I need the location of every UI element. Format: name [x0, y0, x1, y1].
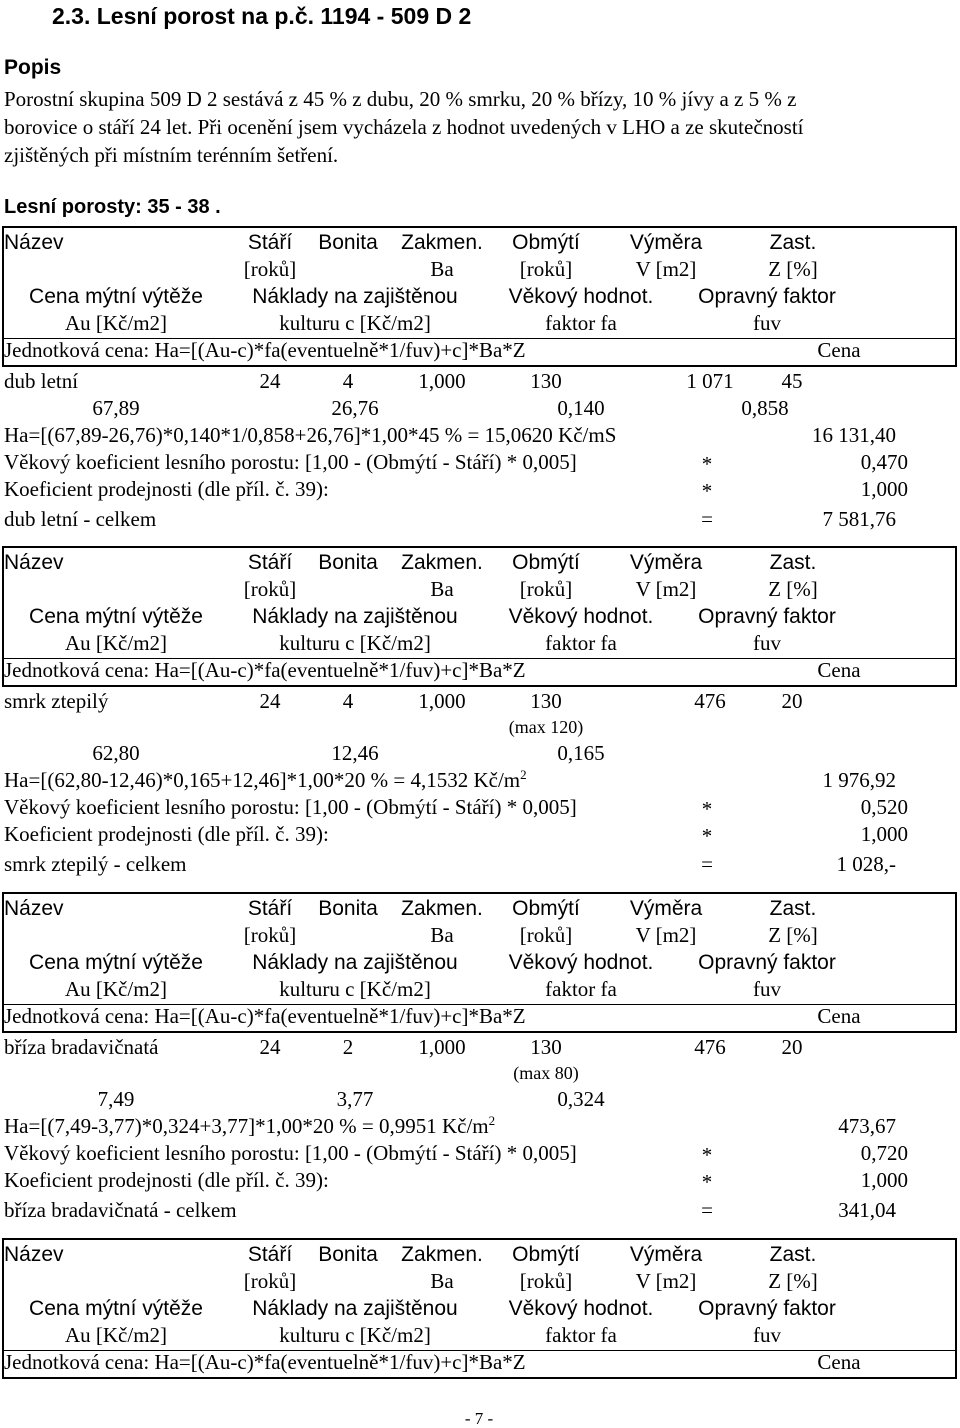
block4-hdr-obmyti-unit: [roků] — [519, 1269, 573, 1293]
block1-hdr-opravny: Opravný faktor — [698, 285, 836, 308]
block4-hdr-obmyti: Obmýtí — [512, 1243, 580, 1266]
block2-hdr-naklady: Náklady na zajištěnou — [252, 605, 458, 628]
block3-bonita: 2 — [342, 1035, 354, 1059]
block3-hdr-cena-mytni-unit: Au [Kč/m2] — [64, 977, 168, 1001]
block1-zast: 45 — [781, 369, 803, 393]
block4-hdr-vymera: Výměra — [629, 1243, 703, 1266]
block1-formula-text: Ha=[(67,89-26,76)*0,140*1/0,858+26,76]*1,00*45 % = 15,0620 Kč/mS — [4, 423, 617, 447]
block1-hdr-stari-unit: [roků] — [243, 257, 297, 281]
block2-hdr-vymera: Výměra — [629, 551, 703, 574]
block2-hdr-zakmen: Zakmen. — [401, 551, 483, 574]
block4-hdr-vymera-unit: V [m2] — [635, 1269, 697, 1293]
lesni-porosty: Lesní porosty: 35 - 38 . — [4, 196, 221, 218]
block2-zakmen: 1,000 — [418, 689, 466, 713]
block2-hdr-nazev: Název — [4, 551, 64, 574]
block3-total-label: bříza bradavičnatá - celkem — [4, 1198, 237, 1222]
block4-hdr-stari: Stáří — [247, 1243, 293, 1266]
block2-total-label: smrk ztepilý - celkem — [4, 852, 187, 876]
block3-zakmen: 1,000 — [418, 1035, 466, 1059]
block4-hdr-naklady-unit: kulturu c [Kč/m2] — [279, 1323, 431, 1347]
block3-hdr-zast: Zast. — [769, 897, 817, 920]
block3-hdr-opravny: Opravný faktor — [698, 951, 836, 974]
block3-prod-val: 1,000 — [860, 1168, 908, 1192]
block3-hdr-vekovy-unit: faktor fa — [545, 977, 617, 1001]
block4-hdr-cena-mytni: Cena mýtní výtěže — [29, 1297, 203, 1320]
block2-hdr-bonita: Bonita — [318, 551, 378, 574]
block1-hdr-cena-mytni: Cena mýtní výtěže — [29, 285, 203, 308]
block2-cena: 1 976,92 — [822, 768, 896, 792]
block4-hdr-nazev: Název — [4, 1243, 64, 1266]
block2-formula-sup: 2 — [520, 767, 527, 782]
block3-hdr-vekovy: Věkový hodnot. — [508, 951, 654, 974]
block2-species-name: smrk ztepilý — [4, 689, 109, 713]
block4-hdr-vekovy: Věkový hodnot. — [508, 1297, 654, 1320]
block4-hdr-zast-unit: Z [%] — [768, 1269, 818, 1293]
block2-au: 62,80 — [92, 741, 140, 765]
block3-hdr-jednotkova: Jednotková cena: Ha=[(Au-c)*fa(eventuelně*1/fuv)+c]*Ba*Z — [4, 1004, 526, 1028]
block2-hdr-cena-mytni-unit: Au [Kč/m2] — [64, 631, 168, 655]
popis-line-1: Porostní skupina 509 D 2 sestává z 45 % z dubu, 20 % smrku, 20 % břízy, 10 % jívy a z 5 % z — [4, 87, 797, 111]
block1-hdr-naklady: Náklady na zajištěnou — [252, 285, 458, 308]
block2-hdr-zast-unit: Z [%] — [768, 577, 818, 601]
block1-total-op: = — [701, 507, 713, 531]
block2-prod-val: 1,000 — [860, 822, 908, 846]
popis-title: Popis — [4, 56, 62, 79]
block1-species-name: dub letní — [4, 369, 79, 393]
block2-hdr-stari-unit: [roků] — [243, 577, 297, 601]
block4-hdr-vekovy-unit: faktor fa — [545, 1323, 617, 1347]
block1-total-val: 7 581,76 — [822, 507, 896, 531]
block3-hdr-naklady: Náklady na zajištěnou — [252, 951, 458, 974]
block3-hdr-zast-unit: Z [%] — [768, 923, 818, 947]
block2-total-op: = — [701, 852, 713, 876]
block1-zakmen: 1,000 — [418, 369, 466, 393]
block2-total-val: 1 028,- — [836, 852, 896, 876]
block4-hdr-jednotkova: Jednotková cena: Ha=[(Au-c)*fa(eventuelně*1/fuv)+c]*Ba*Z — [4, 1350, 526, 1374]
popis-line-2: borovice o stáří 24 let. Při ocenění jsem vycházela z hodnot uvedených v LHO a ze skutečností — [4, 115, 804, 139]
block3-hdr-zakmen: Zakmen. — [401, 897, 483, 920]
block3-hdr-bonita-unit: Ba — [430, 923, 454, 947]
block1-hdr-naklady-unit: kulturu c [Kč/m2] — [279, 311, 431, 335]
block1-bonita: 4 — [342, 369, 354, 393]
block2-hdr-obmyti: Obmýtí — [512, 551, 580, 574]
block3-au: 7,49 — [97, 1087, 135, 1111]
block2-hdr-vekovy-unit: faktor fa — [545, 631, 617, 655]
block1-hdr-jednotkova: Jednotková cena: Ha=[(Au-c)*fa(eventuelně*1/fuv)+c]*Ba*Z — [4, 338, 526, 362]
block2-prod-op: * — [701, 824, 713, 848]
block3-species-name: bříza bradavičnatá — [4, 1035, 159, 1059]
block2-vymera: 476 — [694, 689, 726, 713]
block1-total-label: dub letní - celkem — [4, 507, 157, 531]
block3-zast: 20 — [781, 1035, 803, 1059]
block4-hdr-stari-unit: [roků] — [243, 1269, 297, 1293]
block2-hdr-opravny-unit: fuv — [753, 631, 781, 655]
block4-hdr-bonita: Bonita — [318, 1243, 378, 1266]
block3-fa: 0,324 — [557, 1087, 605, 1111]
block2-c: 12,46 — [331, 741, 379, 765]
block1-hdr-zast-unit: Z [%] — [768, 257, 818, 281]
block2-hdr-vekovy: Věkový hodnot. — [508, 605, 654, 628]
block4-hdr-cena-mytni-unit: Au [Kč/m2] — [64, 1323, 168, 1347]
block2-hdr-cena: Cena — [817, 658, 861, 682]
block4-hdr-opravny: Opravný faktor — [698, 1297, 836, 1320]
block2-formula-text: Ha=[(62,80-12,46)*0,165+12,46]*1,00*20 % = 4,1532 Kč/m — [4, 768, 521, 792]
block1-hdr-cena-mytni-unit: Au [Kč/m2] — [64, 311, 168, 335]
block1-stari: 24 — [259, 369, 281, 393]
block1-vek-op: * — [701, 452, 713, 476]
block3-prod-op: * — [701, 1170, 713, 1194]
block3-vek-label: Věkový koeficient lesního porostu: [1,00 - (Obmýtí - Stáří) * 0,005] — [4, 1141, 577, 1165]
block2-hdr-cena-mytni: Cena mýtní výtěže — [29, 605, 203, 628]
block2-vek-label: Věkový koeficient lesního porostu: [1,00 - (Obmýtí - Stáří) * 0,005] — [4, 795, 577, 819]
block1-hdr-zakmen: Zakmen. — [401, 231, 483, 254]
block1-vymera: 1 071 — [686, 369, 734, 393]
block1-fuv: 0,858 — [741, 396, 789, 420]
block2-obmyti: 130 — [530, 689, 562, 713]
block3-hdr-cena-mytni: Cena mýtní výtěže — [29, 951, 203, 974]
block1-hdr-bonita: Bonita — [318, 231, 378, 254]
block4-hdr-bonita-unit: Ba — [430, 1269, 454, 1293]
block1-hdr-bonita-unit: Ba — [430, 257, 454, 281]
block1-prod-op: * — [701, 479, 713, 503]
block1-vek-val: 0,470 — [860, 450, 908, 474]
block2-hdr-naklady-unit: kulturu c [Kč/m2] — [279, 631, 431, 655]
block1-c: 26,76 — [331, 396, 379, 420]
block1-prod-val: 1,000 — [860, 477, 908, 501]
block2-stari: 24 — [259, 689, 281, 713]
block1-fa: 0,140 — [557, 396, 605, 420]
block2-hdr-jednotkova: Jednotková cena: Ha=[(Au-c)*fa(eventuelně*1/fuv)+c]*Ba*Z — [4, 658, 526, 682]
block1-vek-label: Věkový koeficient lesního porostu: [1,00 - (Obmýtí - Stáří) * 0,005] — [4, 450, 577, 474]
block1-hdr-cena: Cena — [817, 338, 861, 362]
block3-obmyti-note: (max 80) — [513, 1063, 579, 1083]
block3-vek-op: * — [701, 1143, 713, 1167]
block1-prod-label: Koeficient prodejnosti (dle příl. č. 39): — [4, 477, 329, 501]
block2-hdr-vymera-unit: V [m2] — [635, 577, 697, 601]
block3-formula — [4, 1113, 496, 1138]
block1-obmyti: 130 — [530, 369, 562, 393]
section-heading: 2.3. Lesní porost na p.č. 1194 - 509 D 2 — [52, 3, 472, 29]
block4-hdr-zakmen: Zakmen. — [401, 1243, 483, 1266]
block2-vek-val: 0,520 — [860, 795, 908, 819]
block2-zast: 20 — [781, 689, 803, 713]
block3-cena: 473,67 — [838, 1114, 896, 1138]
block3-hdr-vymera-unit: V [m2] — [635, 923, 697, 947]
block1-hdr-obmyti: Obmýtí — [512, 231, 580, 254]
block3-hdr-stari-unit: [roků] — [243, 923, 297, 947]
block3-vek-val: 0,720 — [860, 1141, 908, 1165]
block4-hdr-naklady: Náklady na zajištěnou — [252, 1297, 458, 1320]
block2-vek-op: * — [701, 797, 713, 821]
block1-hdr-vekovy-unit: faktor fa — [545, 311, 617, 335]
page-number: - 7 - — [464, 1409, 494, 1428]
block3-stari: 24 — [259, 1035, 281, 1059]
block1-hdr-zast: Zast. — [769, 231, 817, 254]
block3-c: 3,77 — [336, 1087, 374, 1111]
block2-bonita: 4 — [342, 689, 354, 713]
block3-hdr-obmyti-unit: [roků] — [519, 923, 573, 947]
block2-hdr-stari: Stáří — [247, 551, 293, 574]
popis-line-3: zjištěných při místním terénním šetření. — [4, 143, 339, 167]
block3-hdr-obmyti: Obmýtí — [512, 897, 580, 920]
block3-hdr-naklady-unit: kulturu c [Kč/m2] — [279, 977, 431, 1001]
block1-hdr-vymera-unit: V [m2] — [635, 257, 697, 281]
block3-hdr-vymera: Výměra — [629, 897, 703, 920]
block3-total-op: = — [701, 1198, 713, 1222]
block1-hdr-obmyti-unit: [roků] — [519, 257, 573, 281]
block1-hdr-vekovy: Věkový hodnot. — [508, 285, 654, 308]
block3-obmyti: 130 — [530, 1035, 562, 1059]
block3-total-val: 341,04 — [838, 1198, 896, 1222]
block1-hdr-stari: Stáří — [247, 231, 293, 254]
block1-cena: 16 131,40 — [812, 423, 896, 447]
block1-formula — [4, 425, 616, 446]
block2-formula — [4, 767, 527, 792]
block4-hdr-opravny-unit: fuv — [753, 1323, 781, 1347]
block3-hdr-bonita: Bonita — [318, 897, 378, 920]
block4-hdr-cena: Cena — [817, 1350, 861, 1374]
block2-hdr-opravny: Opravný faktor — [698, 605, 836, 628]
block1-hdr-vymera: Výměra — [629, 231, 703, 254]
block4-hdr-zast: Zast. — [769, 1243, 817, 1266]
block2-obmyti-note: (max 120) — [508, 717, 584, 737]
block2-hdr-obmyti-unit: [roků] — [519, 577, 573, 601]
block2-hdr-zast: Zast. — [769, 551, 817, 574]
block1-hdr-nazev: Název — [4, 231, 64, 254]
block3-hdr-nazev: Název — [4, 897, 64, 920]
block3-formula-text: Ha=[(7,49-3,77)*0,324+3,77]*1,00*20 % = 0,9951 Kč/m — [4, 1114, 489, 1138]
block3-vymera: 476 — [694, 1035, 726, 1059]
block3-hdr-cena: Cena — [817, 1004, 861, 1028]
block3-formula-sup: 2 — [488, 1113, 496, 1128]
block1-hdr-opravny-unit: fuv — [753, 311, 781, 335]
block3-hdr-stari: Stáří — [247, 897, 293, 920]
block2-prod-label: Koeficient prodejnosti (dle příl. č. 39): — [4, 822, 329, 846]
block2-hdr-bonita-unit: Ba — [430, 577, 454, 601]
block2-fa: 0,165 — [557, 741, 605, 765]
block1-au: 67,89 — [92, 396, 140, 420]
block3-hdr-opravny-unit: fuv — [753, 977, 781, 1001]
block3-prod-label: Koeficient prodejnosti (dle příl. č. 39): — [4, 1168, 329, 1192]
